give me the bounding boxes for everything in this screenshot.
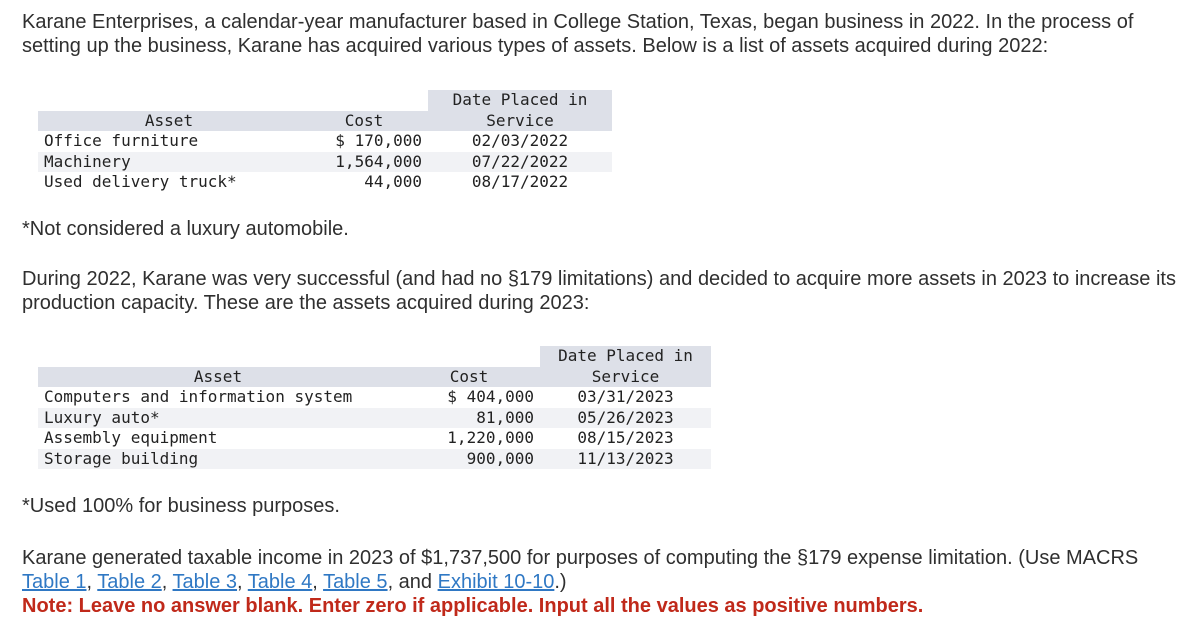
asset-cell: Computers and information system [44,387,353,406]
date-cell: 07/22/2022 [428,152,612,173]
cost-cell: 44,000 [364,172,422,191]
cost-cell: $ 404,000 [447,387,534,406]
table-row [38,428,711,449]
instruction-note: Note: Leave no answer blank. Enter zero if applicable. Input all the values as positive numbers. [22,595,924,617]
asset-cell: Used delivery truck* [44,172,237,191]
asset-cell: Storage building [38,449,398,470]
asset-cell: Machinery [38,152,300,173]
table-4-link[interactable]: Table 4 [247,571,313,593]
date-cell: 08/15/2023 [577,428,674,447]
date-cell: 03/31/2023 [577,387,674,406]
footnote-2022: *Not considered a luxury automobile. [22,218,349,240]
header-date-line2: Service [540,367,711,388]
header-cost: Cost [398,367,540,388]
table-5-link[interactable]: Table 5 [323,571,388,593]
table-1-link[interactable]: Table 1 [22,571,87,593]
header-date-line2: Service [428,111,612,132]
table-row [38,449,711,470]
assets-2023-table [38,346,711,469]
assets-2022-table [38,90,612,193]
cost-cell: 81,000 [398,408,540,429]
header-date-line1: Date Placed in [428,90,612,111]
table-row [38,172,612,193]
cost-cell: $ 170,000 [335,131,422,150]
exhibit-10-10-link[interactable]: Exhibit 10-10 [437,571,555,593]
table-row [38,387,711,408]
mid-paragraph: During 2022, Karane was very successful (and had no §179 limitations) and decided to acquire more assets in 2023 to increase its production capacity. These are the assets acquired during 2023: [22,268,1176,314]
table-row [38,408,711,429]
date-cell: 11/13/2023 [540,449,711,470]
table-row [38,131,612,152]
header-asset: Asset [38,367,398,388]
asset-cell: Luxury auto* [38,408,398,429]
header-cost: Cost [300,111,428,132]
date-cell: 08/17/2022 [471,172,569,191]
final-paragraph: Karane generated taxable income in 2023 of $1,737,500 for purposes of computing the §179 expense limitation. (Use MACRS Table 1, Table 2, Table 3, Table 4, Table 5, and Exhibit 10-10.) Note: Leave no answer blank. Enter zero if applicable. Input all the values as positive numbers. [22,546,1182,618]
header-date-line1: Date Placed in [540,346,711,367]
date-cell: 02/03/2022 [471,131,569,150]
asset-cell: Office furniture [44,131,199,150]
cost-cell: 1,564,000 [300,152,428,173]
final-text: Karane generated taxable income in 2023 of $1,737,500 for purposes of computing the §179 expense limitation. (Use MACRS [22,547,1139,569]
cost-cell: 900,000 [398,449,540,470]
table-row [38,152,612,173]
intro-paragraph: Karane Enterprises, a calendar-year manufacturer based in College Station, Texas, began business in 2022. In the process of setting up the business, Karane has acquired various types of assets. Below is a list of assets acquired during 2022: [22,11,1134,57]
table-3-link[interactable]: Table 3 [172,571,238,593]
table-2-link[interactable]: Table 2 [97,571,162,593]
asset-cell: Assembly equipment [44,428,218,447]
footnote-2023: *Used 100% for business purposes. [22,495,340,517]
date-cell: 05/26/2023 [540,408,711,429]
header-asset: Asset [38,111,300,132]
cost-cell: 1,220,000 [447,428,534,447]
